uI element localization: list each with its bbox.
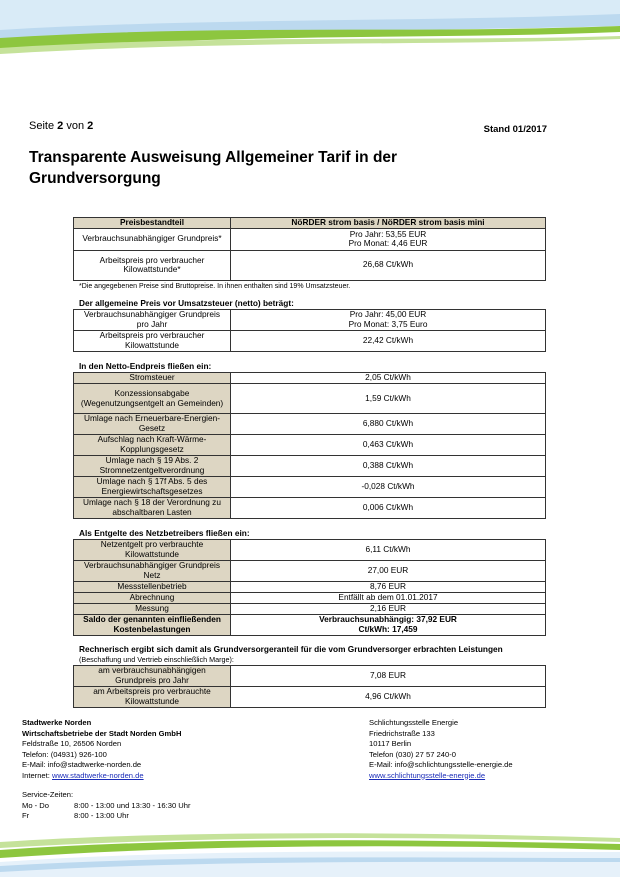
section-heading: In den Netto-Endpreis fließen ein: xyxy=(79,361,212,371)
row-value: Entfällt ab dem 01.01.2017 xyxy=(231,593,546,604)
stand-date: Stand 01/2017 xyxy=(483,124,547,135)
arbitration-website-link[interactable]: www.schlichtungsstelle-energie.de xyxy=(369,770,486,780)
row-label: Netzentgelt pro verbrauchte Kilowattstunde xyxy=(74,540,231,561)
value-line: Ct/kWh: 17,459 xyxy=(358,624,418,634)
row-label: am Arbeitspreis pro verbrauchte Kilowattstunde xyxy=(74,687,231,708)
section-heading: Der allgemeine Preis vor Umsatzsteuer (netto) beträgt: xyxy=(79,298,294,308)
value-line: Pro Jahr: 53,55 EUR xyxy=(349,228,427,239)
header-cell-product: NöRDER strom basis / NöRDER strom basis mini xyxy=(231,218,546,229)
table-row xyxy=(74,687,546,708)
saldo-row xyxy=(74,615,546,636)
supplier-share-block xyxy=(73,644,546,708)
company-legal-name: Wirtschaftsbetriebe der Stadt Norden GmbH xyxy=(22,728,182,738)
table-row xyxy=(74,561,546,582)
section-heading: Rechnerisch ergibt sich damit als Grundversorgeranteil für die vom Grundversorger erbrachten Leistungen xyxy=(79,644,503,654)
table-row xyxy=(74,250,546,280)
net-components-table xyxy=(73,372,546,519)
company-email: E-Mail: info@stadtwerke-norden.de xyxy=(22,760,142,769)
company-contact xyxy=(22,718,181,781)
row-label: Stromsteuer xyxy=(74,373,231,384)
company-website-link[interactable]: www.stadtwerke-norden.de xyxy=(52,770,144,780)
net-price-table xyxy=(73,309,546,352)
company-internet xyxy=(22,771,181,782)
arbitration-street: Friedrichstraße 133 xyxy=(369,728,435,738)
footer-wave-decoration xyxy=(0,828,620,877)
page-number xyxy=(29,120,93,132)
value-line: Pro Monat: 4,46 EUR xyxy=(348,238,428,249)
table-row xyxy=(74,498,546,519)
row-value: 22,42 Ct/kWh xyxy=(231,331,546,352)
row-value: 0,388 Ct/kWh xyxy=(231,456,546,477)
row-value xyxy=(231,615,546,636)
table-header-row xyxy=(74,218,546,229)
company-phone: Telefon: (04931) 926-100 xyxy=(22,749,107,759)
table-row xyxy=(74,435,546,456)
row-label: Arbeitspreis pro verbraucher Kilowattstunde* xyxy=(74,250,231,280)
row-label: Umlage nach § 17f Abs. 5 des Energiewirtschaftsgesetzes xyxy=(74,477,231,498)
row-label: Umlage nach Erneuerbare-Energien-Gesetz xyxy=(74,414,231,435)
row-value: 7,08 EUR xyxy=(231,666,546,687)
row-value: 1,59 Ct/kWh xyxy=(231,384,546,414)
section-subheading: (Beschaffung und Vertrieb einschließlich Marge): xyxy=(79,655,234,664)
table-row xyxy=(74,582,546,593)
arbitration-phone: Telefon (030) 27 57 240-0 xyxy=(369,749,456,759)
company-address: Feldstraße 10, 26506 Norden xyxy=(22,739,122,748)
row-value: 27,00 EUR xyxy=(231,561,546,582)
row-label: am verbrauchsunabhängigen Grundpreis pro Jahr xyxy=(74,666,231,687)
service-row xyxy=(22,811,191,822)
row-value: 0,463 Ct/kWh xyxy=(231,435,546,456)
net-price-block xyxy=(73,298,546,352)
page-current: 2 xyxy=(57,120,64,132)
row-value: 2,16 EUR xyxy=(231,604,546,615)
service-hours: 8:00 - 13:00 Uhr xyxy=(74,811,129,820)
row-value: -0,028 Ct/kWh xyxy=(231,477,546,498)
table-row xyxy=(74,228,546,250)
supplier-share-table xyxy=(73,665,546,708)
value-line: Pro Monat: 3,75 Euro xyxy=(348,319,428,329)
row-label: Umlage nach § 19 Abs. 2 Stromnetzentgeltverordnung xyxy=(74,456,231,477)
row-value: 6,880 Ct/kWh xyxy=(231,414,546,435)
gross-price-note: *Die angegebenen Preise sind Bruttopreise. In ihnen enthalten sind 19% Umsatzsteuer. xyxy=(79,282,351,290)
table-row xyxy=(74,477,546,498)
table-row xyxy=(74,456,546,477)
page-total: 2 xyxy=(87,120,94,132)
internet-label: Internet: xyxy=(22,770,50,780)
row-value: 8,76 EUR xyxy=(231,582,546,593)
row-label: Saldo der genannten einfließenden Kostenbelastungen xyxy=(74,615,231,636)
row-value: 2,05 Ct/kWh xyxy=(231,373,546,384)
page-middle: von xyxy=(66,120,85,132)
row-label: Abrechnung xyxy=(74,593,231,604)
arbitration-city: 10117 Berlin xyxy=(369,739,412,748)
header-cell-component: Preisbestandteil xyxy=(74,218,231,229)
arbitration-name: Schlichtungsstelle Energie xyxy=(369,718,459,727)
table-row xyxy=(74,540,546,561)
page-prefix: Seite xyxy=(29,120,55,132)
service-days: Fr xyxy=(22,811,30,820)
row-value: 0,006 Ct/kWh xyxy=(231,498,546,519)
table-row xyxy=(74,384,546,414)
service-days: Mo - Do xyxy=(22,800,50,810)
net-components-block xyxy=(73,361,546,519)
table-row xyxy=(74,310,546,331)
row-label: Umlage nach § 18 der Verordnung zu abschaltbaren Lasten xyxy=(74,498,231,519)
row-value: 26,68 Ct/kWh xyxy=(231,250,546,280)
table-row xyxy=(74,666,546,687)
arbitration-email: E-Mail: info@schlichtungsstelle-energie.de xyxy=(369,760,513,769)
row-value xyxy=(231,310,546,331)
service-hours: 8:00 - 13:00 und 13:30 - 16:30 Uhr xyxy=(74,800,191,810)
row-label: Verbrauchsunabhängiger Grundpreis Netz xyxy=(74,561,231,582)
row-value xyxy=(231,228,546,250)
grid-fees-table xyxy=(73,539,546,636)
header-wave-decoration xyxy=(0,0,620,60)
arbitration-contact xyxy=(369,718,513,781)
row-label: Messung xyxy=(74,604,231,615)
row-label: Aufschlag nach Kraft-Wärme-Kopplungsgesetz xyxy=(74,435,231,456)
table-row xyxy=(74,414,546,435)
tariff-table xyxy=(73,217,546,281)
row-label: Konzessionsabgabe (Wegenutzungsentgelt an Gemeinden) xyxy=(74,384,231,414)
table-row xyxy=(74,593,546,604)
section-heading: Als Entgelte des Netzbetreibers fließen ein: xyxy=(79,528,250,538)
table-row xyxy=(74,373,546,384)
service-heading: Service-Zeiten: xyxy=(22,790,74,799)
table-row xyxy=(74,331,546,352)
row-value: 4,96 Ct/kWh xyxy=(231,687,546,708)
grid-fees-block xyxy=(73,528,546,636)
value-line: Pro Jahr: 45,00 EUR xyxy=(349,309,427,320)
row-value: 6,11 Ct/kWh xyxy=(231,540,546,561)
row-label: Arbeitspreis pro verbraucher Kilowattstunde xyxy=(74,331,231,352)
document-title: Transparente Ausweisung Allgemeiner Tarif in der Grundversorgung xyxy=(29,149,398,187)
row-label: Verbrauchsunabhängiger Grundpreis pro Jahr xyxy=(74,310,231,331)
tariff-table-block xyxy=(73,217,546,290)
company-name: Stadtwerke Norden xyxy=(22,718,92,727)
table-row xyxy=(74,604,546,615)
service-times xyxy=(22,790,191,822)
value-line: Verbrauchsunabhängig: 37,92 EUR xyxy=(319,614,457,625)
row-label: Messstellenbetrieb xyxy=(74,582,231,593)
service-row xyxy=(22,801,191,812)
row-label: Verbrauchsunabhängiger Grundpreis* xyxy=(74,228,231,250)
